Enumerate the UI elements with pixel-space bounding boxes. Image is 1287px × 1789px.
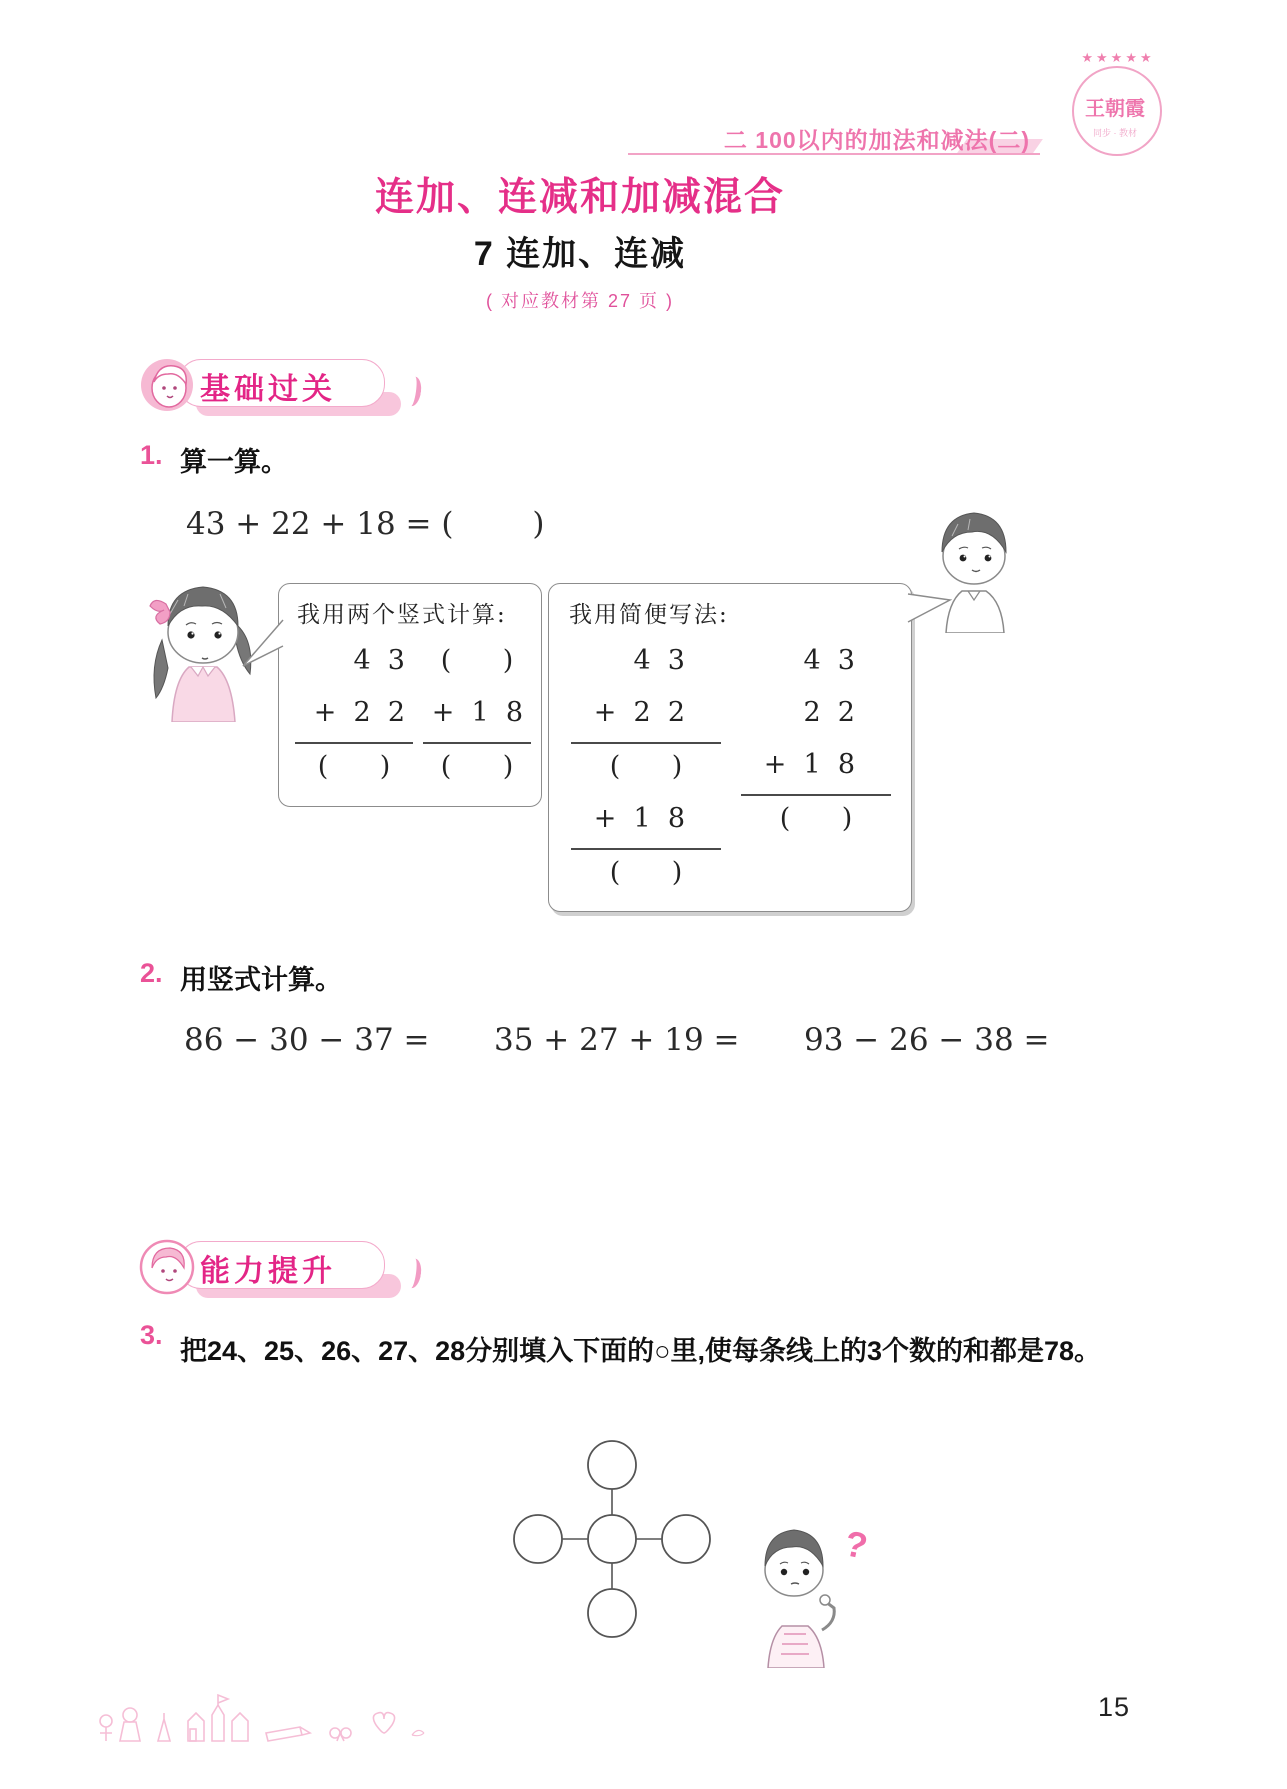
question-mark: ? (841, 1522, 872, 1567)
vform-row: + 1 8 (571, 796, 721, 850)
vform-row: 4 3 (633, 645, 685, 676)
right-bubble-tail (906, 588, 952, 628)
problem1-equation: 43 + 22 + 18 = ( ) (186, 506, 545, 542)
banner-swoosh-icon (398, 1257, 423, 1290)
vform-row: + 1 8 (741, 742, 891, 796)
vform-row: 2 2 (803, 697, 855, 728)
girl-speech-bubble (278, 583, 542, 807)
vform-answer-blank: ( ) (609, 857, 683, 888)
vform-row: + 2 2 (295, 690, 413, 744)
problem2-text: 用竖式计算。 (180, 965, 342, 995)
stamp-stars-icon: ★★★★★ (1081, 50, 1155, 65)
section-banner-advanced (138, 1238, 468, 1304)
answer-circle-right (662, 1515, 710, 1563)
vertical-form-1 (295, 638, 413, 796)
problem1-number: 1. (140, 440, 163, 470)
kid-face-icon (138, 356, 196, 414)
vform-row: + 1 8 (423, 690, 531, 744)
answer-circle-top (588, 1441, 636, 1489)
boy-speech-bubble (548, 583, 912, 912)
answer-circle-bottom (588, 1589, 636, 1637)
vform-answer-blank: ( ) (779, 803, 853, 834)
textbook-reference: ( 对应教材第 27 页 ) (485, 291, 674, 311)
left-bubble-tail (240, 618, 284, 676)
kid-face-icon (138, 1238, 196, 1296)
vform-answer-blank: ( ) (317, 751, 391, 782)
vform-answer-blank: ( ) (609, 751, 683, 782)
problem2-number: 2. (140, 958, 163, 988)
footer-doodles-icon (92, 1675, 432, 1753)
vform-answer-blank: ( ) (440, 751, 514, 782)
banner-label-basic: 基础过关 (200, 373, 336, 406)
circle-cross-diagram (505, 1432, 720, 1647)
answer-circle-left (514, 1515, 562, 1563)
vform-row: + 2 2 (571, 690, 721, 744)
right-bubble-title: 我用简便写法: (569, 602, 729, 628)
page-title: 连加、连减和加减混合 (374, 176, 785, 219)
page-number: 15 (1098, 1692, 1131, 1722)
vertical-form-3 (571, 638, 721, 902)
vform-row: 4 3 (353, 645, 405, 676)
lesson-title: 7 连加、连减 (473, 235, 687, 273)
chapter-header: 二 100以内的加法和减法(二) (723, 127, 1030, 153)
problem2-expression: 93 − 26 − 38 = (804, 1022, 1050, 1058)
problem2-expression: 35 + 27 + 19 = (494, 1022, 740, 1058)
thinking-boy-character (742, 1518, 852, 1668)
vertical-form-4 (741, 638, 891, 848)
vform-row: 4 3 (803, 645, 855, 676)
problem3-text: 把24、25、26、27、28分别填入下面的○里,使每条线上的3个数的和都是78。 (180, 1336, 1102, 1366)
banner-label-advanced: 能力提升 (200, 1255, 336, 1288)
answer-circle-center (588, 1515, 636, 1563)
stamp-brand-text: 王朝霞 (1085, 98, 1145, 120)
banner-swoosh-icon (398, 375, 423, 408)
problem2-expression: 86 − 30 − 37 = (184, 1022, 430, 1058)
left-bubble-title: 我用两个竖式计算: (297, 602, 507, 628)
section-banner-basic (138, 356, 468, 422)
problem3-number: 3. (140, 1320, 163, 1350)
stamp-sub-text: 同步 · 教材 (1093, 128, 1137, 138)
vform-answer-blank: ( ) (440, 645, 514, 676)
problem1-text: 算一算。 (180, 447, 288, 477)
brand-stamp (1056, 48, 1180, 160)
vertical-form-2 (423, 638, 531, 796)
